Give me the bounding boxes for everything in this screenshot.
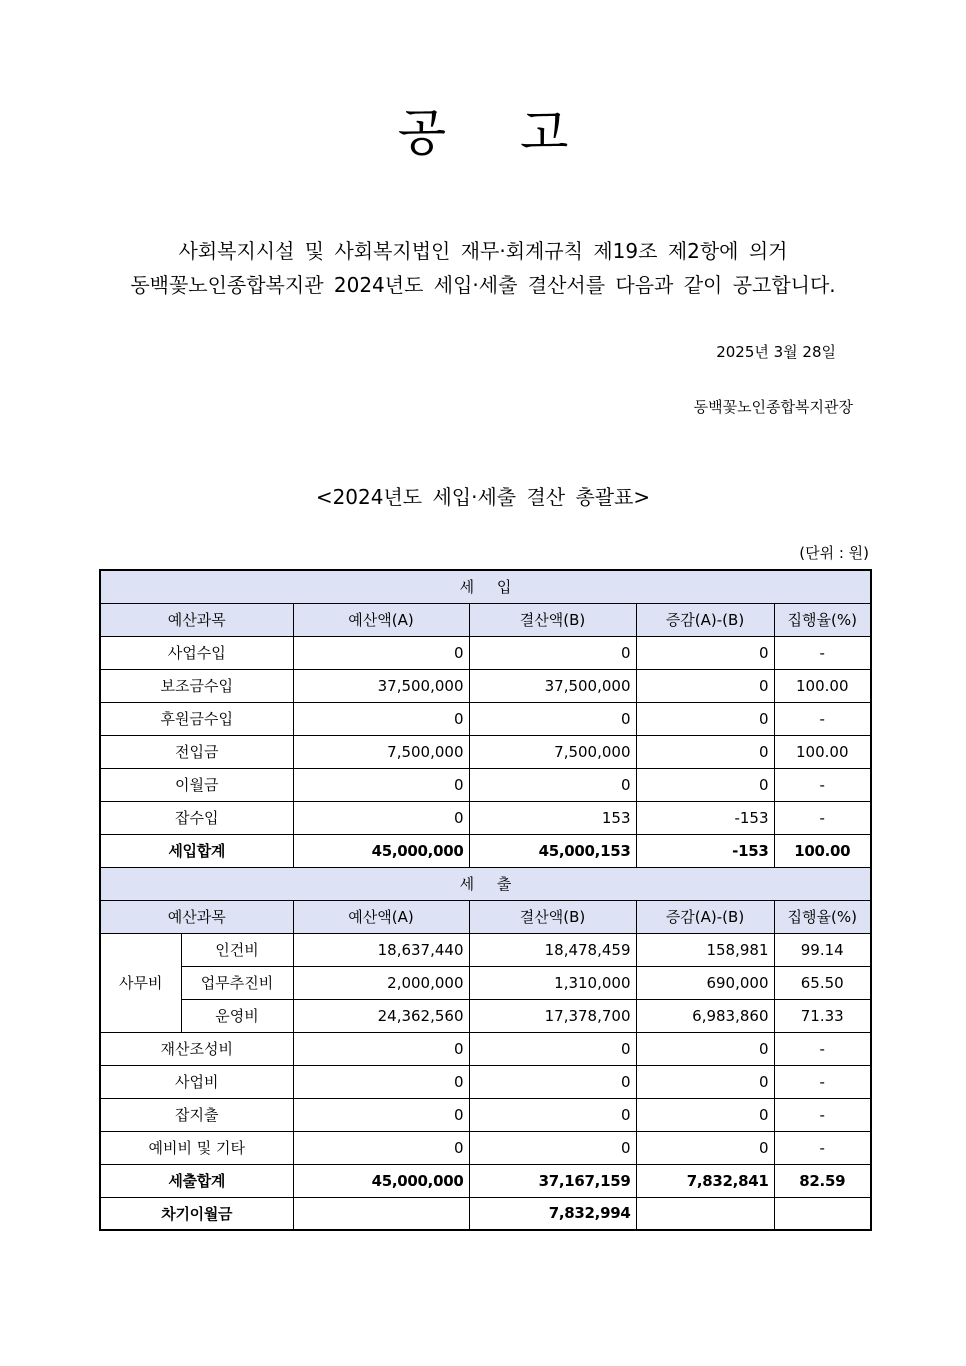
statement-title: <2024년도 세입·세출 결산 총괄표> [315,485,651,509]
office-expense-group: 사무비 [100,933,181,1032]
row-budget: 37,500,000 [293,669,469,702]
row-settled: 0 [469,1131,636,1164]
row-difference: 0 [636,702,774,735]
table-row [100,735,871,768]
row-budget: 0 [293,1131,469,1164]
row-rate: 65.50 [774,966,871,999]
row-rate: 71.33 [774,999,871,1032]
organization-signature: 동백꽃노인종합복지관장 [693,398,853,416]
row-budget: 7,500,000 [293,735,469,768]
row-settled: 37,500,000 [469,669,636,702]
row-rate: - [774,702,871,735]
row-rate: - [774,1131,871,1164]
row-item: 업무추진비 [181,966,293,999]
table-row [100,636,871,669]
row-item: 잡지출 [100,1098,293,1131]
row-difference: -153 [636,801,774,834]
unit-label: (단위 : 원) [799,544,869,562]
carryover-budget [293,1197,469,1230]
row-budget: 0 [293,1032,469,1065]
row-item: 예비비 및 기타 [100,1131,293,1164]
row-budget: 0 [293,768,469,801]
total-settled: 37,167,159 [469,1164,636,1197]
carryover-item: 차기이월금 [100,1197,293,1230]
revenue-section-header: 세 입 [100,570,871,603]
carryover-rate [774,1197,871,1230]
column-header-difference: 증감(A)-(B) [636,900,774,933]
expenditure-header-row [100,900,871,933]
row-settled: 0 [469,1032,636,1065]
row-difference: 0 [636,1032,774,1065]
row-difference: 0 [636,1065,774,1098]
row-budget: 0 [293,1098,469,1131]
expenditure-section-row [100,867,871,900]
row-settled: 17,378,700 [469,999,636,1032]
row-rate: 100.00 [774,669,871,702]
row-difference: 0 [636,669,774,702]
row-settled: 0 [469,1098,636,1131]
row-difference: 0 [636,768,774,801]
table-row [100,999,871,1032]
table-row [100,801,871,834]
column-header-rate: 집행율(%) [774,603,871,636]
row-budget: 24,362,560 [293,999,469,1032]
row-difference: 0 [636,636,774,669]
row-rate: - [774,801,871,834]
row-difference: 690,000 [636,966,774,999]
row-settled: 153 [469,801,636,834]
total-settled: 45,000,153 [469,834,636,867]
column-header-subject: 예산과목 [100,900,293,933]
row-rate: - [774,768,871,801]
total-budget: 45,000,000 [293,1164,469,1197]
row-rate: - [774,1065,871,1098]
total-item: 세입합계 [100,834,293,867]
row-rate: 99.14 [774,933,871,966]
notice-intro-line-1: 사회복지시설 및 사회복지법인 재무·회계규칙 제19조 제2항에 의거 [178,239,788,263]
total-budget: 45,000,000 [293,834,469,867]
row-item: 재산조성비 [100,1032,293,1065]
row-item: 사업수입 [100,636,293,669]
row-item: 보조금수입 [100,669,293,702]
table-row [100,1032,871,1065]
column-header-difference: 증감(A)-(B) [636,603,774,636]
notice-title: 공 고 [397,104,569,162]
carryover-row [100,1197,871,1230]
column-header-rate: 집행율(%) [774,900,871,933]
table-row [100,933,871,966]
row-difference: 158,981 [636,933,774,966]
row-item: 후원금수입 [100,702,293,735]
total-item: 세출합계 [100,1164,293,1197]
expenditure-total-row [100,1164,871,1197]
row-difference: 0 [636,1098,774,1131]
total-rate: 82.59 [774,1164,871,1197]
row-rate: - [774,636,871,669]
column-header-settled: 결산액(B) [469,603,636,636]
row-settled: 18,478,459 [469,933,636,966]
notice-date: 2025년 3월 28일 [716,343,836,361]
column-header-budget: 예산액(A) [293,900,469,933]
column-header-subject: 예산과목 [100,603,293,636]
column-header-settled: 결산액(B) [469,900,636,933]
expenditure-section-header: 세 출 [100,867,871,900]
table-row [100,669,871,702]
row-difference: 0 [636,1131,774,1164]
row-budget: 0 [293,801,469,834]
row-settled: 0 [469,636,636,669]
row-budget: 0 [293,1065,469,1098]
total-difference: 7,832,841 [636,1164,774,1197]
table-row [100,1098,871,1131]
row-settled: 1,310,000 [469,966,636,999]
table-row [100,966,871,999]
row-budget: 0 [293,702,469,735]
revenue-section-row [100,570,871,603]
revenue-header-row [100,603,871,636]
row-rate: 100.00 [774,735,871,768]
row-budget: 0 [293,636,469,669]
row-budget: 18,637,440 [293,933,469,966]
row-settled: 7,500,000 [469,735,636,768]
row-rate: - [774,1098,871,1131]
row-item: 잡수입 [100,801,293,834]
row-difference: 6,983,860 [636,999,774,1032]
total-difference: -153 [636,834,774,867]
row-settled: 0 [469,702,636,735]
table-row [100,768,871,801]
column-header-budget: 예산액(A) [293,603,469,636]
table-row [100,1131,871,1164]
row-item: 사업비 [100,1065,293,1098]
table-row [100,1065,871,1098]
row-settled: 0 [469,768,636,801]
carryover-difference [636,1197,774,1230]
row-difference: 0 [636,735,774,768]
revenue-total-row [100,834,871,867]
row-item: 전입금 [100,735,293,768]
notice-intro-line-2: 동백꽃노인종합복지관 2024년도 세입·세출 결산서를 다음과 같이 공고합니다. [130,273,836,297]
row-item: 운영비 [181,999,293,1032]
total-rate: 100.00 [774,834,871,867]
row-budget: 2,000,000 [293,966,469,999]
row-item: 이월금 [100,768,293,801]
table-row [100,702,871,735]
row-settled: 0 [469,1065,636,1098]
settlement-summary-table [99,569,872,1231]
row-item: 인건비 [181,933,293,966]
row-rate: - [774,1032,871,1065]
carryover-settled: 7,832,994 [469,1197,636,1230]
